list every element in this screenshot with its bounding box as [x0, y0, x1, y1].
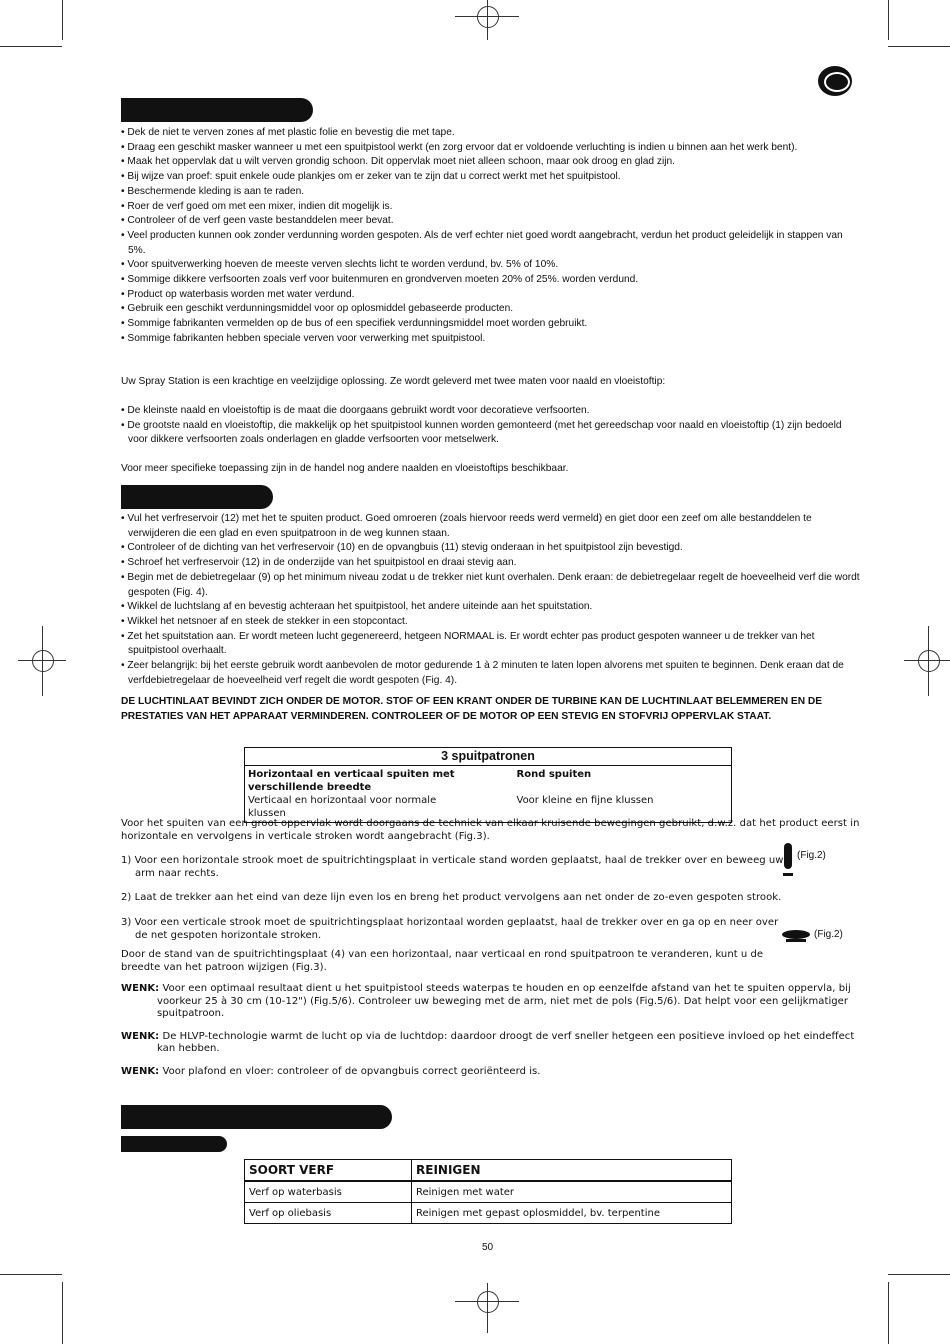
registration-mark-line	[487, 1283, 488, 1333]
step-2: 2) Laat de trekker aan het eind van deze lijn even los en breng het product vervolgens aan net onder de zo-even gespoten strook.	[121, 892, 782, 903]
tip-paragraph	[121, 1066, 861, 1079]
pattern-flat	[248, 769, 460, 820]
list-item: • Bij wijze van proef: spuit enkele oude plankjes om er zeker van te zijn dat u correct werkt met het spuitpistool.	[121, 171, 621, 183]
preparation-list	[121, 126, 861, 347]
crop-mark	[888, 46, 950, 47]
list-item: • Zet het spuitstation aan. Er wordt meteen lucht gegenereerd, hetgeen NORMAAL is. Er wordt echter pas product gespoten wanneer u de trekker van het spuitpistool overhaalt.	[121, 630, 815, 657]
cleaning-method-cell: Reinigen met gepast oplosmiddel, bv. terpentine	[412, 1203, 732, 1224]
tips	[121, 983, 861, 1089]
tip-label: WENK:	[121, 983, 160, 994]
cleaning-type-cell: Verf op oliebasis	[245, 1203, 412, 1224]
tip-label: WENK:	[121, 1065, 160, 1077]
technique-intro: Voor het spuiten van een groot oppervlak wordt doorgaans de techniek van elkaar kruisende bewegingen gebruikt, d.w.z. dat het product eerst in horizontale en vervolgens in verticale stroken wordt aangebracht (Fig.3).	[121, 818, 860, 842]
list-item: • Product op waterbasis worden met water verdund.	[121, 288, 355, 300]
spray-station-intro: Uw Spray Station is een krachtige en veelzijdige oplossing. Ze wordt geleverd met twee maten voor naald en vloeistoftip:	[121, 376, 666, 387]
registration-mark-line	[928, 626, 929, 696]
usage-list	[121, 512, 861, 688]
spray-pattern-table-title: 3 spuitpatronen	[245, 748, 731, 766]
vertical-plate-icon	[784, 843, 792, 869]
table-row	[245, 1203, 732, 1224]
crop-mark	[888, 0, 889, 40]
registration-mark	[477, 1291, 499, 1313]
list-item: • Wikkel de luchtslang af en bevestig achteraan het spuitpistool, het andere uiteinde aan het spuitstation.	[121, 601, 593, 613]
list-item: • Wikkel het netsnoer af en steek de stekker in een stopcontact.	[121, 615, 408, 627]
list-item: • Sommige dikkere verfsoorten zoals verf voor buitenmuren en grondverven moeten 20% of 25%. worden verdund.	[121, 274, 639, 286]
registration-mark-line	[904, 660, 950, 661]
horizontal-plate-base-icon	[786, 939, 806, 942]
cleaning-table-head-clean: REINIGEN	[412, 1160, 732, 1182]
cleaning-type-cell: Verf op waterbasis	[245, 1181, 412, 1203]
list-item: • Veel producten kunnen ook zonder verdunning worden gespoten. Als de verf echter niet goed wordt aangebracht, verdun het product geleidelijk in stappen van 5%.	[121, 229, 843, 256]
tip-label: WENK:	[121, 1030, 160, 1042]
section-heading-bar-usage	[121, 485, 273, 509]
pattern-round	[460, 769, 729, 820]
list-item: • Voor spuitverwerking hoeven de meeste verven slechts licht te worden verdund, bv. 5% of 10%.	[121, 259, 559, 271]
list-item: • De grootste naald en vloeistoftip, die makkelijk op het spuitpistool kunnen worden gemonteerd (met het gereedschap voor naald en vloeistoftip (1) zijn bedoeld voor dikkere verfsoorten zoals onderlagen en gladde verfsoorten voor metselwerk.	[121, 419, 842, 446]
step-3: 3) Voor een verticale strook moet de spuitrichtingsplaat horizontaal worden geplaatst, haal de trekker over en ga op en neer over de net gespoten horizontale stroken.	[121, 917, 779, 941]
table-row	[245, 1181, 732, 1203]
crop-mark	[62, 1282, 63, 1344]
list-item: • Controleer of de verf geen vaste bestanddelen meer bevat.	[121, 215, 394, 227]
list-item: • Dek de niet te verven zones af met plastic folie en bevestig die met tape.	[121, 127, 455, 138]
registration-mark-line	[487, 0, 488, 40]
nozzle-note: Voor meer specifieke toepassing zijn in de handel nog andere naalden en vloeistoftips beschikbaar.	[121, 463, 569, 474]
subsection-heading-bar-cleaning	[121, 1136, 227, 1152]
cleaning-table	[244, 1159, 732, 1224]
fig-2-label: (Fig.2)	[797, 850, 826, 861]
fig-2-label: (Fig.2)	[814, 929, 843, 940]
list-item: • Maak het oppervlak dat u wilt verven grondig schoon. Dit oppervlak moet niet alleen schoon, maar ook droog en glad zijn.	[121, 156, 676, 168]
registration-mark	[477, 6, 499, 28]
pattern-flat-sub: Verticaal en horizontaal voor normale klussen	[248, 795, 437, 819]
step-1: 1) Voor een horizontale strook moet de spuitrichtingsplaat in verticale stand worden geplaatst, haal de trekker over en beweeg uw arm naar rechts.	[121, 855, 784, 879]
crop-mark	[62, 0, 63, 40]
crop-mark	[888, 1282, 889, 1344]
tip-text: De HLVP-technologie warmt de lucht op via de luchtdop: daardoor droogt de verf sneller hetgeen een positieve invloed op het eindeffect kan hebben.	[157, 1030, 855, 1055]
list-item: • Controleer of de dichting van het verfreservoir (10) en de opvangbuis (11) stevig onderaan in het spuitpistool zijn bevestigd.	[121, 542, 683, 554]
tip-text: Voor plafond en vloer: controleer of de opvangbuis correct georiënteerd is.	[162, 1065, 541, 1077]
list-item: • Gebruik een geschikt verdunningsmiddel voor op oplosmiddel gebaseerde producten.	[121, 303, 514, 315]
air-inlet-warning: DE LUCHTINLAAT BEVINDT ZICH ONDER DE MOTOR. STOF OF EEN KRANT ONDER DE TURBINE KAN DE LUCHTINLAAT BELEMMEREN EN DE PRESTATIES VAN HET APPARAAT VERMINDEREN. CONTROLEER OF DE MOTOR OP EEN STEVIG EN STOFVRIJ OPPERVLAK STAAT.	[121, 696, 823, 722]
crop-mark	[0, 46, 62, 47]
list-item: • Draag een geschikt masker wanneer u met een spuitpistool werkt (en zorg ervoor dat er voldoende verluchting is indien u binnen aan het werk bent).	[121, 141, 798, 153]
language-badge	[818, 66, 852, 96]
pattern-round-head: Rond spuiten	[516, 769, 592, 780]
crop-mark	[0, 1274, 62, 1275]
horizontal-plate-icon	[782, 930, 810, 939]
registration-mark	[918, 650, 940, 672]
list-item: • Schroef het verfreservoir (12) in de onderzijde van het spuitpistool en draai stevig aan.	[121, 557, 517, 569]
cleaning-table-head-type: SOORT VERF	[245, 1160, 412, 1182]
section-heading-bar-cleaning	[121, 1105, 392, 1129]
page-number: 50	[481, 1242, 494, 1253]
list-item: • Sommige fabrikanten vermelden op de bus of een specifiek verdunningsmiddel moet worden gebruikt.	[121, 318, 588, 330]
registration-mark	[32, 650, 54, 672]
cleaning-method-cell: Reinigen met water	[412, 1181, 732, 1203]
section-heading-bar-preparation	[121, 98, 313, 122]
list-item: • Zeer belangrijk: bij het eerste gebruik wordt aanbevolen de motor gedurende 1 à 2 minuten te laten lopen alvorens met spuiten te beginnen. Denk eraan dat de verfdebietregelaar de hoeveelheid verf regelt die wordt gespoten (Fig. 4).	[121, 660, 844, 686]
nozzle-list	[121, 404, 861, 448]
list-item: • Vul het verfreservoir (12) met het te spuiten product. Goed omroeren (zoals hiervoor reeds werd vermeld) en giet door een zeef om alle bestanddelen te verwijderen die een glad en even spuitpatroon in de weg kunnen staan.	[121, 513, 812, 539]
pattern-change-note: Door de stand van de spuitrichtingsplaat (4) van een horizontaal, naar verticaal en rond spuitpatroon te veranderen, kunt u de breedte van het patroon wijzigen (Fig.3).	[121, 949, 764, 973]
list-item: • Sommige fabrikanten hebben speciale verven voor verwerking met spuitpistool.	[121, 332, 486, 344]
tip-paragraph	[121, 1031, 861, 1056]
tip-paragraph	[121, 983, 861, 1021]
pattern-round-sub: Voor kleine en fijne klussen	[516, 795, 654, 806]
spray-pattern-table	[244, 747, 732, 823]
list-item: • Begin met de debietregelaar (9) op het minimum niveau zodat u de trekker niet kunt overhalen. Denk eraan: de debietregelaar regelt de hoeveelheid verf die wordt gespoten (Fig. 4).	[121, 571, 860, 598]
registration-mark-line	[42, 626, 43, 696]
list-item: • Beschermende kleding is aan te raden.	[121, 185, 305, 197]
vertical-plate-base-icon	[783, 873, 793, 876]
list-item: • De kleinste naald en vloeistoftip is de maat die doorgaans gebruikt wordt voor decoratieve verfsoorten.	[121, 405, 590, 416]
pattern-flat-head: Horizontaal en verticaal spuiten met verschillende breedte	[248, 769, 455, 793]
crop-mark	[888, 1274, 950, 1275]
list-item: • Roer de verf goed om met een mixer, indien dit mogelijk is.	[121, 200, 393, 212]
tip-text: Voor een optimaal resultaat dient u het spuitpistool steeds waterpas te houden en op eenzelfde afstand van het te spuiten oppervla, bij voorkeur 25 à 30 cm (10-12") (Fig.5/6). Controleer uw beweging met de arm, niet met de pols (Fig.5/6). Dat helpt voor een gelijkmatiger spuitpatroon.	[157, 983, 851, 1020]
